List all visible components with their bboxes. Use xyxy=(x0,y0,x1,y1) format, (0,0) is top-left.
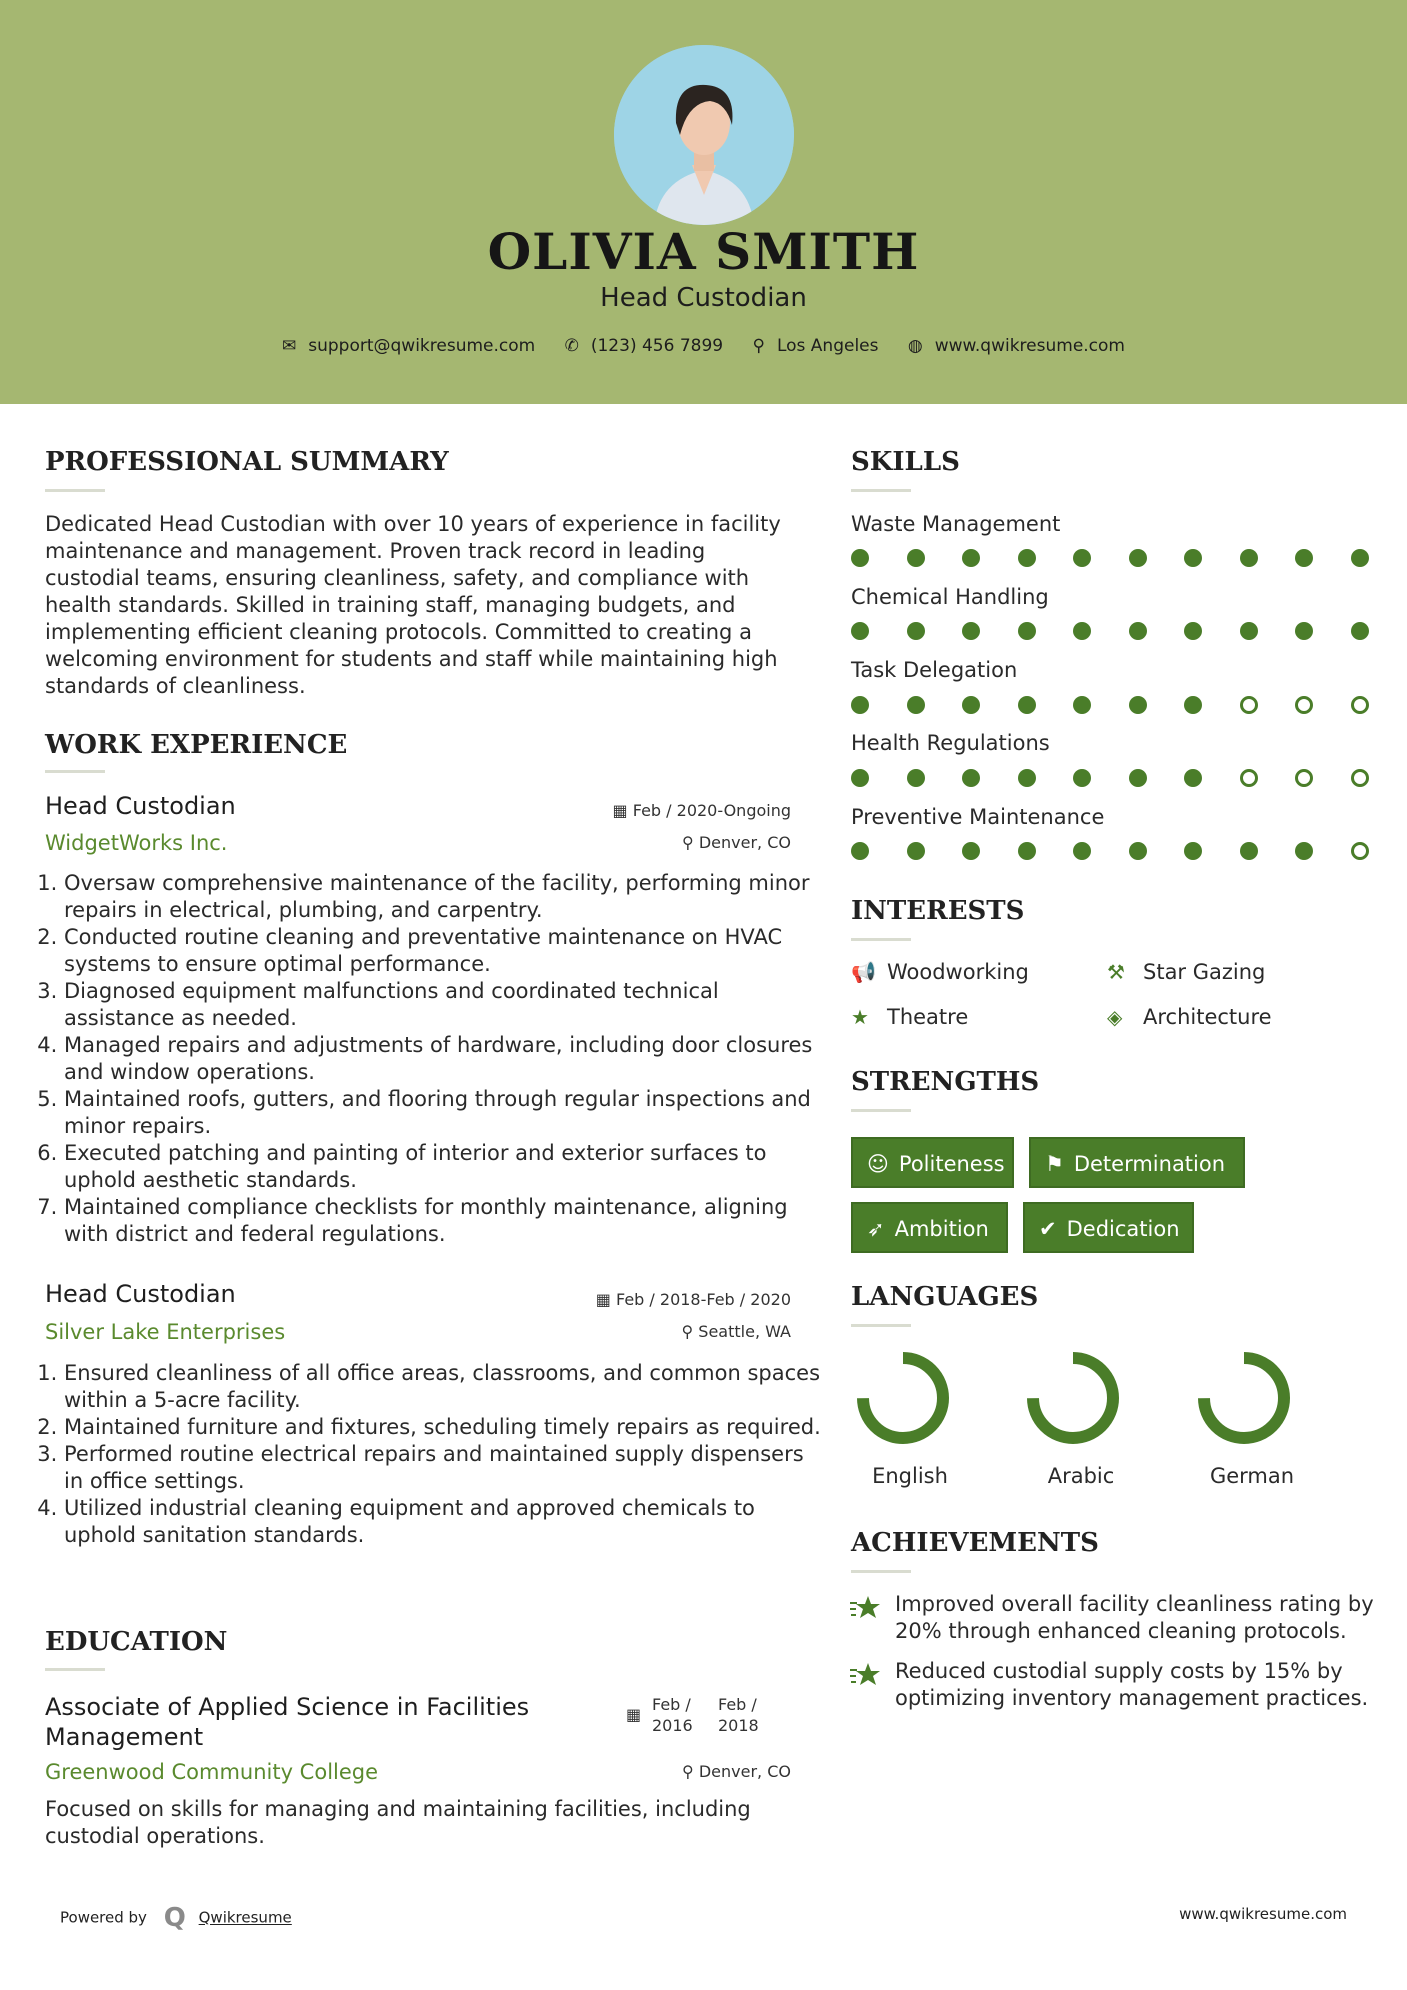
section-divider xyxy=(851,938,911,941)
skill-dot-empty xyxy=(1240,769,1258,787)
school-name: Greenwood Community College xyxy=(45,1760,379,1784)
strength-badge: ✔ Dedication xyxy=(1023,1202,1194,1253)
contact-email[interactable]: ✉ support@qwikresume.com xyxy=(281,336,536,356)
skill-dot-filled xyxy=(851,842,869,860)
language-gauge xyxy=(855,1350,951,1446)
skill-dot-filled xyxy=(907,549,925,567)
pin-icon: ⚲ xyxy=(682,1762,699,1781)
job-company: WidgetWorks Inc. xyxy=(45,831,228,855)
skill-dot-filled xyxy=(1129,622,1147,640)
job-duties xyxy=(38,1360,822,1549)
person-silhouette-icon xyxy=(614,45,794,225)
skill-dot-filled xyxy=(962,549,980,567)
education-description: Focused on skills for managing and maintaining facilities, including custodial operations. xyxy=(45,1797,751,1848)
skill-dot-filled xyxy=(907,622,925,640)
section-divider xyxy=(45,1668,105,1671)
job-date: ▦ Feb / 2020-Ongoing xyxy=(612,801,791,820)
strength-badge: ⚑ Determination xyxy=(1029,1137,1245,1188)
powered-by: Powered by Q Qwikresume xyxy=(60,1903,292,1933)
megaphone-icon: 📢 xyxy=(851,960,876,984)
skill-dot-filled xyxy=(1295,549,1313,567)
skill-dot-filled xyxy=(1184,769,1202,787)
skill-dot-filled xyxy=(1240,549,1258,567)
language-label: English xyxy=(872,1464,948,1488)
globe-icon: ◍ xyxy=(907,336,923,356)
job-title: Head Custodian xyxy=(45,1280,236,1308)
job-location: ⚲ Denver, CO xyxy=(682,833,791,852)
contact-location: ⚲ Los Angeles xyxy=(752,336,879,356)
skill-rating xyxy=(851,549,1365,571)
achievement-item: Improved overall facility cleanliness rating by 20% through enhanced cleaning protocols. xyxy=(895,1592,1374,1643)
list-item: 4. Utilized industrial cleaning equipment and approved chemicals to uphold sanitation standards. xyxy=(64,1495,822,1549)
skill-dot-filled xyxy=(1184,549,1202,567)
interest-item: ★ Theatre xyxy=(851,1005,969,1029)
education-location: ⚲ Denver, CO xyxy=(682,1762,791,1781)
section-divider xyxy=(851,1324,911,1327)
skill-dot-filled xyxy=(962,769,980,787)
skill-rating xyxy=(851,769,1365,791)
skill-dot-filled xyxy=(1018,696,1036,714)
strengths-title: STRENGTHS xyxy=(851,1067,1040,1097)
skills-title: SKILLS xyxy=(851,447,960,477)
star-icon: ★ xyxy=(851,1005,869,1029)
job-location: ⚲ Seattle, WA xyxy=(681,1322,791,1341)
degree-title: Associate of Applied Science in Facilities Management xyxy=(45,1693,530,1751)
job-duties xyxy=(38,870,822,1248)
skill-dot-filled xyxy=(1240,842,1258,860)
skill-dot-filled xyxy=(907,769,925,787)
skill-dot-filled xyxy=(1129,842,1147,860)
achievements-title: ACHIEVEMENTS xyxy=(851,1528,1099,1558)
skill-dot-filled xyxy=(1073,696,1091,714)
skill-dot-filled xyxy=(1184,842,1202,860)
interest-item: ◈ Architecture xyxy=(1107,1005,1272,1029)
check-circle-icon: ✔ xyxy=(1039,1217,1057,1241)
interest-item: 📢 Woodworking xyxy=(851,960,1029,984)
section-divider xyxy=(45,489,105,492)
job-date: ▦ Feb / 2018-Feb / 2020 xyxy=(595,1290,791,1309)
skill-dot-empty xyxy=(1295,769,1313,787)
skill-dot-filled xyxy=(962,696,980,714)
list-item: 2. Conducted routine cleaning and preventative maintenance on HVAC systems to ensure optimal performance. xyxy=(64,924,822,978)
skill-dot-filled xyxy=(907,842,925,860)
calendar-icon: ▦ xyxy=(612,801,633,820)
interest-item: ⚒ Star Gazing xyxy=(1107,960,1266,984)
skill-dot-empty xyxy=(1351,696,1369,714)
trophy-star-icon xyxy=(850,1594,882,1622)
skill-rating xyxy=(851,622,1365,644)
list-item: 3. Diagnosed equipment malfunctions and coordinated technical assistance as needed. xyxy=(64,978,822,1032)
envelope-icon: ✉ xyxy=(281,336,297,356)
section-divider xyxy=(851,1109,911,1112)
skill-rating xyxy=(851,842,1365,864)
skill-dot-filled xyxy=(1018,549,1036,567)
list-item: 2. Maintained furniture and fixtures, scheduling timely repairs as required. xyxy=(64,1414,822,1441)
contact-website[interactable]: ◍ www.qwikresume.com xyxy=(907,336,1125,356)
language-label: German xyxy=(1209,1464,1295,1488)
skill-dot-filled xyxy=(1073,622,1091,640)
section-divider xyxy=(45,770,105,773)
list-item: 1. Ensured cleanliness of all office areas, classrooms, and common spaces within a 5-acre facility. xyxy=(64,1360,822,1414)
skill-dot-filled xyxy=(1295,622,1313,640)
languages-title: LANGUAGES xyxy=(851,1282,1039,1312)
pin-icon: ⚲ xyxy=(681,1322,699,1341)
skill-dot-filled xyxy=(851,696,869,714)
skill-dot-filled xyxy=(962,842,980,860)
calendar-icon: ▦ xyxy=(626,1705,642,1724)
skill-dot-filled xyxy=(1184,696,1202,714)
phone-icon: ✆ xyxy=(564,336,579,356)
skill-dot-filled xyxy=(851,769,869,787)
skill-dot-filled xyxy=(1129,696,1147,714)
strength-badge: ☺ Politeness xyxy=(851,1137,1014,1188)
skill-dot-filled xyxy=(1129,769,1147,787)
flag-icon: ⚑ xyxy=(1045,1152,1064,1176)
skill-dot-filled xyxy=(1018,622,1036,640)
skill-name: Health Regulations xyxy=(851,731,1050,755)
skill-dot-filled xyxy=(1018,842,1036,860)
brand-link[interactable]: Qwikresume xyxy=(198,1908,292,1927)
skill-rating xyxy=(851,696,1365,718)
list-item: 1. Oversaw comprehensive maintenance of the facility, performing minor repairs in electrical, plumbing, and carpentry. xyxy=(64,870,822,924)
footer-website[interactable]: www.qwikresume.com xyxy=(1179,1905,1347,1923)
skill-dot-filled xyxy=(1240,622,1258,640)
job-company: Silver Lake Enterprises xyxy=(45,1320,286,1344)
smile-icon: ☺ xyxy=(867,1152,889,1176)
list-item: 5. Maintained roofs, gutters, and flooring through regular inspections and minor repairs. xyxy=(64,1086,822,1140)
section-divider xyxy=(851,489,911,492)
contact-phone[interactable]: ✆ (123) 456 7899 xyxy=(564,336,724,356)
candidate-role: Head Custodian xyxy=(600,283,807,313)
skill-dot-empty xyxy=(1351,842,1369,860)
list-item: 6. Executed patching and painting of interior and exterior surfaces to uphold aesthetic standards. xyxy=(64,1140,822,1194)
summary-title: PROFESSIONAL SUMMARY xyxy=(45,447,449,477)
skill-dot-filled xyxy=(851,622,869,640)
language-gauge xyxy=(1196,1350,1292,1446)
contact-bar xyxy=(0,336,1407,356)
trophy-star-icon xyxy=(850,1661,882,1689)
skill-dot-filled xyxy=(1184,622,1202,640)
skill-dot-filled xyxy=(1351,622,1369,640)
skill-dot-filled xyxy=(1129,549,1147,567)
achievement-item: Reduced custodial supply costs by 15% by optimizing inventory management practices. xyxy=(895,1659,1369,1710)
skill-dot-empty xyxy=(1351,769,1369,787)
experience-title: WORK EXPERIENCE xyxy=(45,730,348,760)
summary-text: Dedicated Head Custodian with over 10 years of experience in facility maintenance and management. Proven track record in leading custodial teams, ensuring cleanliness, safety, and compliance with health standards. Skilled in training staff, managing budgets, and implementing efficient cleaning protocols. Committed to creating a welcoming environment for students and staff while maintaining high standards of cleanliness. xyxy=(45,512,781,698)
skill-dot-filled xyxy=(1018,769,1036,787)
skill-dot-empty xyxy=(1240,696,1258,714)
skill-name: Preventive Maintenance xyxy=(851,805,1105,829)
profile-photo xyxy=(614,45,794,225)
calendar-icon: ▦ xyxy=(595,1290,616,1309)
gavel-icon: ⚒ xyxy=(1107,960,1125,984)
interests-title: INTERESTS xyxy=(851,896,1025,926)
skill-dot-filled xyxy=(1351,549,1369,567)
candidate-name: OLIVIA SMITH xyxy=(487,222,920,281)
skill-name: Task Delegation xyxy=(851,658,1018,682)
skill-dot-filled xyxy=(1073,549,1091,567)
job-title: Head Custodian xyxy=(45,792,236,820)
resume-header xyxy=(0,0,1407,404)
skill-dot-empty xyxy=(1295,696,1313,714)
strength-badge: ➶ Ambition xyxy=(851,1202,1008,1253)
education-title: EDUCATION xyxy=(45,1627,228,1657)
list-item: 4. Managed repairs and adjustments of hardware, including door closures and window operations. xyxy=(64,1032,822,1086)
pin-icon: ⚲ xyxy=(682,833,699,852)
skill-dot-filled xyxy=(1073,842,1091,860)
map-pin-icon: ⚲ xyxy=(752,336,765,356)
section-divider xyxy=(851,1570,911,1573)
list-item: 3. Performed routine electrical repairs and maintained supply dispensers in office settings. xyxy=(64,1441,822,1495)
language-label: Arabic xyxy=(1047,1464,1115,1488)
ticket-icon: ◈ xyxy=(1107,1005,1123,1029)
skill-name: Chemical Handling xyxy=(851,585,1049,609)
language-gauge xyxy=(1025,1350,1121,1446)
qwikresume-logo-icon: Q xyxy=(163,1903,186,1933)
list-item: 7. Maintained compliance checklists for monthly maintenance, aligning with district and federal regulations. xyxy=(64,1194,822,1248)
skill-dot-filled xyxy=(1073,769,1091,787)
skill-name: Waste Management xyxy=(851,512,1061,536)
skill-dot-filled xyxy=(907,696,925,714)
skill-dot-filled xyxy=(851,549,869,567)
rocket-icon: ➶ xyxy=(867,1217,885,1241)
skill-dot-filled xyxy=(962,622,980,640)
skill-dot-filled xyxy=(1295,842,1313,860)
